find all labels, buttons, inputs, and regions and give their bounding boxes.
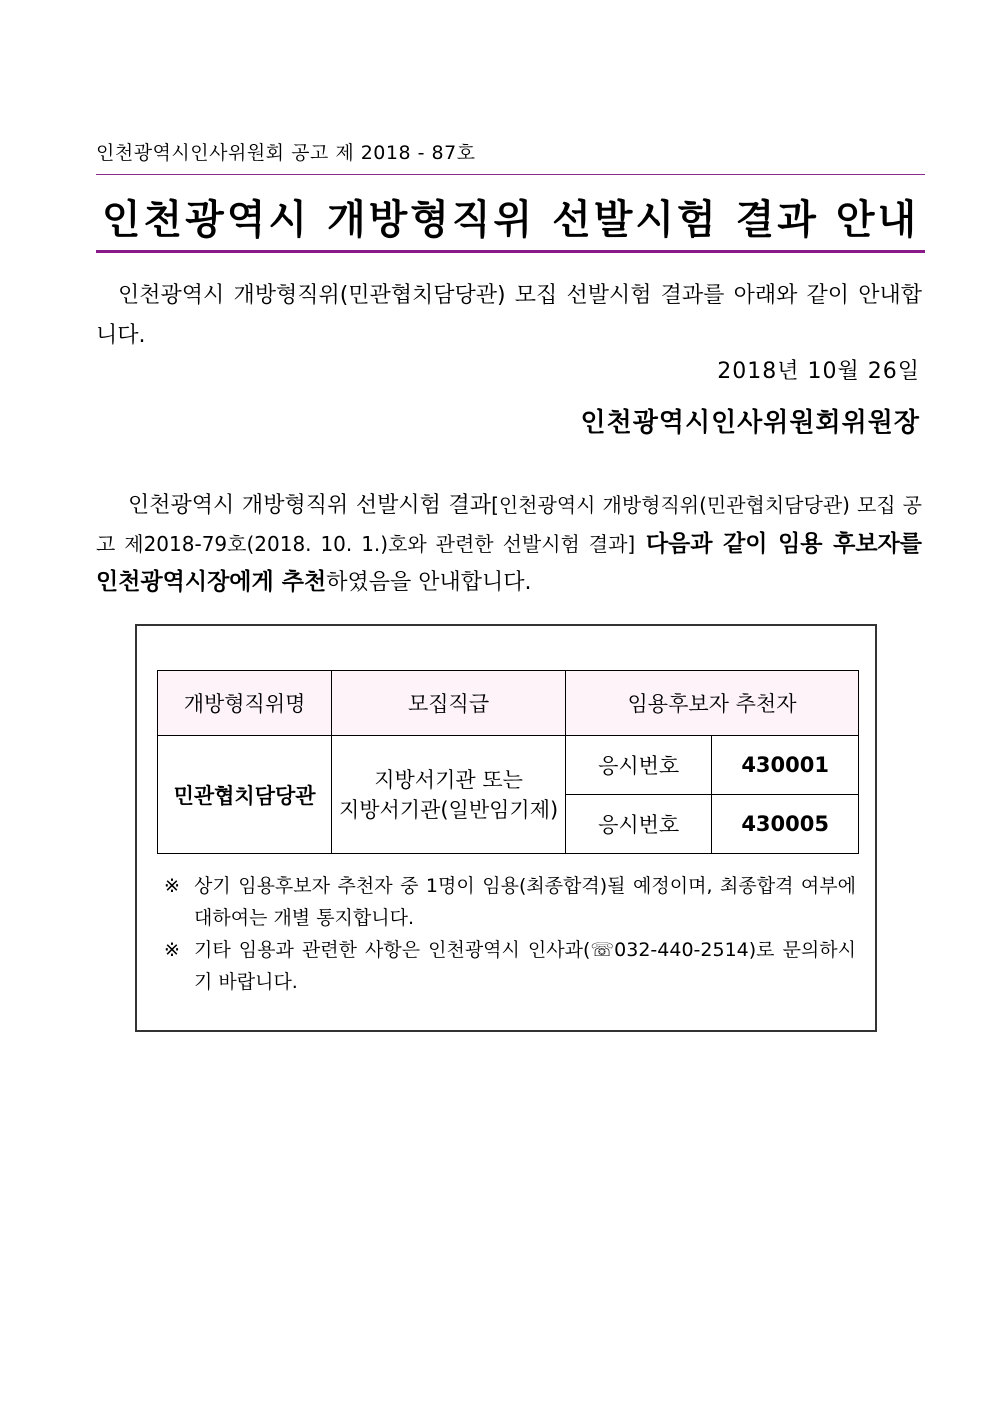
body-text-4: 하였음을 안내합니다.: [326, 570, 532, 595]
reference-mark-icon: ※: [164, 875, 180, 897]
exam-number-label: 응시번호: [566, 795, 712, 854]
reference-mark-icon: ※: [164, 939, 180, 961]
grade-line-1: 지방서기관 또는: [374, 767, 523, 792]
notes-section: [164, 870, 856, 998]
exam-number-value: 430001: [712, 736, 859, 795]
body-text-emphasis: 다음과 같이 임용 후보자를 인천광역시장에게 추천: [96, 531, 922, 595]
table-header-row: [158, 671, 859, 736]
signer-name: 인천광역시인사위원회위원장: [580, 408, 920, 438]
intro-text: 인천광역시 개방형직위(민관협치담당관) 모집 선발시험 결과를 아래와 같이 안내합니다.: [96, 283, 922, 348]
announcement-date: 2018년 10월 26일: [717, 359, 920, 384]
result-table: [157, 670, 859, 854]
note-item: [164, 934, 856, 998]
header-grade: 모집직급: [332, 671, 566, 736]
header-divider-thin: [96, 174, 925, 175]
header-position: 개방형직위명: [158, 671, 332, 736]
body-text-2: [인천광역시 개방형직위(민관협치담당관) 모집 공고 제2018-79호(2018. 10. 1.)호와 관련한 선발시험 결과]: [96, 493, 922, 556]
body-text-1: 인천광역시 개방형직위 선발시험 결과: [128, 493, 492, 518]
note-text: 기타 임용과 관련한 사항은 인천광역시 인사과(☏032-440-2514)로 문의하시기 바랍니다.: [194, 939, 856, 993]
position-name: 민관협치담당관: [158, 736, 332, 854]
header-divider-thick: [96, 250, 925, 253]
grade-line-2: 지방서기관(일반임기제): [338, 797, 559, 822]
note-text: 상기 임용후보자 추천자 중 1명이 임용(최종합격)될 예정이며, 최종합격 여부에 대하여는 개별 통지합니다.: [194, 875, 856, 929]
body-paragraph: [96, 486, 922, 602]
document-title: 인천광역시 개방형직위 선발시험 결과 안내: [101, 197, 920, 243]
recruit-grade: [332, 736, 566, 854]
notice-number: 인천광역시인사위원회 공고 제 2018 - 87호: [96, 142, 476, 164]
table-row: [158, 736, 859, 795]
intro-paragraph: [96, 276, 922, 356]
exam-number-label: 응시번호: [566, 736, 712, 795]
note-item: [164, 870, 856, 934]
header-candidates: 임용후보자 추천자: [566, 671, 859, 736]
exam-number-value: 430005: [712, 795, 859, 854]
